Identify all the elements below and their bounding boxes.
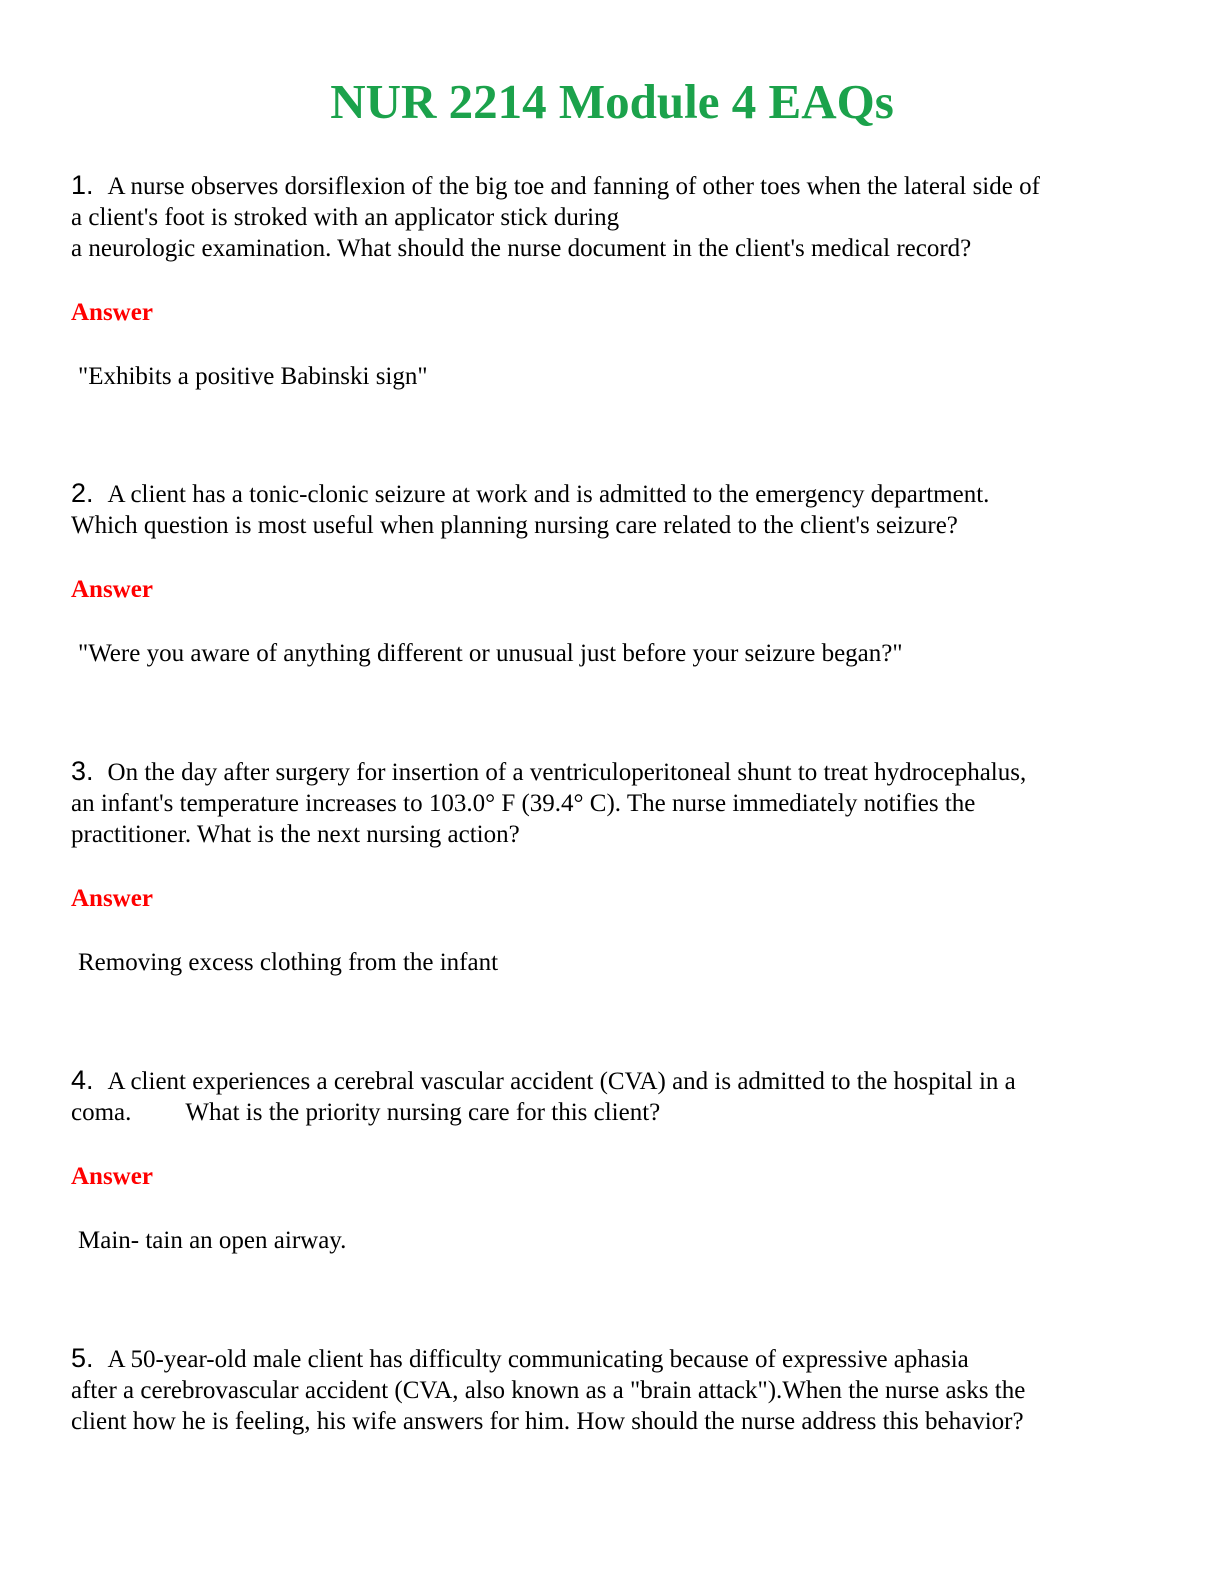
question-block [71, 1065, 1151, 1256]
question-line: a neurologic examination. What should the nurse document in the client's medical record? [71, 235, 972, 262]
answer-text: Main- tain an open airway. [78, 1227, 347, 1254]
question-line: A nurse observes dorsiflexion of the big toe and fanning of other toes when the lateral side of [107, 173, 1040, 200]
question-text [71, 478, 1151, 541]
question-line: practitioner. What is the next nursing action? [71, 821, 520, 848]
question-number: 1. [71, 170, 94, 200]
question-number: 4. [71, 1065, 94, 1095]
question-block [71, 478, 1151, 669]
answer-label: Answer [71, 576, 153, 603]
question-line: Which question is most useful when planning nursing care related to the client's seizure? [71, 512, 958, 539]
question-line: an infant's temperature increases to 103.0° F (39.4° C). The nurse immediately notifies the [71, 790, 976, 817]
answer-label: Answer [71, 299, 153, 326]
question-line: client how he is feeling, his wife answers for him. How should the nurse address this behavior? [71, 1408, 1024, 1435]
answer-label: Answer [71, 885, 153, 912]
question-text [71, 170, 1151, 264]
question-line: On the day after surgery for insertion of a ventriculoperitoneal shunt to treat hydrocephalus, [107, 759, 1027, 786]
question-block [71, 756, 1151, 978]
question-block [71, 1343, 1151, 1437]
question-line: What is the priority nursing care for this client? [185, 1099, 661, 1126]
question-line: A 50-year-old male client has difficulty communicating because of expressive aphasia [107, 1346, 969, 1373]
page-title: NUR 2214 Module 4 EAQs [330, 74, 894, 129]
question-line: A client has a tonic-clonic seizure at work and is admitted to the emergency department. [107, 481, 990, 508]
answer-text: "Exhibits a positive Babinski sign" [78, 363, 428, 390]
answer-label: Answer [71, 1163, 153, 1190]
question-number: 3. [71, 756, 94, 786]
question-line: A client experiences a cerebral vascular accident (CVA) and is admitted to the hospital in a [107, 1068, 1016, 1095]
question-number: 2. [71, 478, 94, 508]
answer-text: Removing excess clothing from the infant [78, 949, 499, 976]
question-text [71, 756, 1151, 850]
question-number: 5. [71, 1343, 94, 1373]
question-line: coma. [71, 1099, 132, 1126]
question-block [71, 170, 1151, 392]
question-line: a client's foot is stroked with an applicator stick during [71, 204, 620, 231]
answer-text: "Were you aware of anything different or unusual just before your seizure began?" [78, 640, 903, 667]
question-text [71, 1065, 1151, 1128]
question-line: after a cerebrovascular accident (CVA, also known as a "brain attack").When the nurse asks the [71, 1377, 1026, 1404]
question-text [71, 1343, 1151, 1437]
